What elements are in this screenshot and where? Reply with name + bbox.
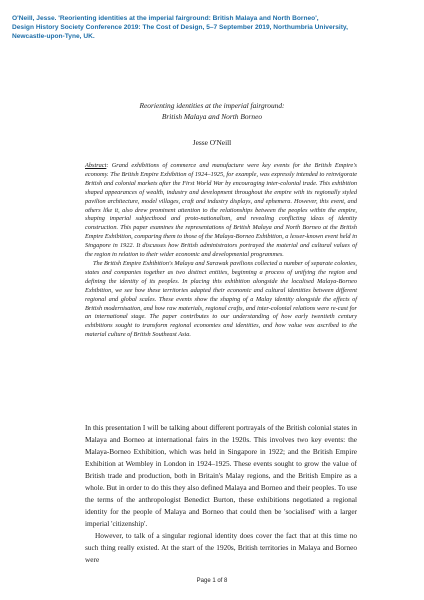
body-paragraph: However, to talk of a singular regional identity does cover the fact that at this time no such thing really existed. At the start of the 1920s, British territories in Malaya and Borneo were xyxy=(85,531,357,564)
abstract-section xyxy=(85,162,357,340)
abstract-paragraph: Abstract: Grand exhibitions of commerce and manufacture were key events for the British Empire's economy. The British Empire Exhibition of 1924–1925, for example, was expressly intended to reinvigorate British and colonial markets after the First World War by encouraging inter-colonial trade. This exhibition shaped appearances of wealth, industry and development throughout the empire with its regionally styled pavilion architecture, model villages, craft and industry displays, and ephemera. However, this event, and others like it, also drew prominent attention to the relationships between the peoples within the empire, shaping imperial subjecthood and proto-nationalism, and revealing conflicting ideas of identity construction. This paper examines the representations of British Malaya and North Borneo at the British Empire Exhibition, comparing them to those of the Malaya-Borneo Exhibition, a lesser-known event held in Singapore in 1922. It discusses how British administrators portrayed the material and cultural values of the region in relation to their wider economic and developmental programmes. xyxy=(85,162,357,259)
body-section xyxy=(85,422,357,566)
paper-title xyxy=(0,101,424,122)
abstract-text: Grand exhibitions of commerce and manufacture were key events for the British Empire's economy. The British Empire Exhibition of 1924–1925, for example, was expressly intended to reinvigorate British and colonial markets after the First World War by encouraging inter-colonial trade. This exhibition shaped appearances of wealth, industry and development throughout the empire with its regionally styled pavilion architecture, model villages, craft and industry displays, and ephemera. However, this event, and others like it, also drew prominent attention to the relationships between the peoples within the empire, shaping imperial subjecthood and proto-nationalism, and revealing conflicting ideas of identity construction. This paper examines the representations of British Malaya and North Borneo at the British Empire Exhibition, comparing them to those of the Malaya-Borneo Exhibition, a lesser-known event held in Singapore in 1922. It discusses how British administrators portrayed the material and cultural values of the region in relation to their wider economic and developmental programmes. xyxy=(85,162,357,259)
citation-line: Newcastle-upon-Tyne, UK. xyxy=(12,33,95,41)
body-paragraph: In this presentation I will be talking about different portrayals of the British colonial states in Malaya and Borneo at international fairs in the 1920s. This involves two key events: the Malaya-Borneo Exhibition, which was held in Singapore in 1922; and the British Empire Exhibition at Wembley in London in 1924–1925. These events sought to grow the value of British trade and production, both in Britain's Malay regions, and the British Empire as a whole. But in order to do this they also defined Malaya and Borneo and their peoples. To use the terms of the anthropologist Benedict Burton, these exhibitions negotiated a regional identity for the people of Malaya and Borneo that could then be 'socialised' with a larger imperial 'citizenship'. xyxy=(85,423,357,528)
citation-line: O'Neill, Jesse. 'Reorienting identities at the imperial fairground: British Malaya and North Borneo', xyxy=(12,15,319,22)
citation-header xyxy=(12,14,412,42)
title-line: British Malaya and North Borneo xyxy=(161,111,263,121)
abstract-paragraph: The British Empire Exhibition's Malaya and Sarawak pavilions collected a number of separate colonies, states and companies together as two distinct entities, beginning a process of unifying the region and defining the identity of its peoples. In placing this exhibition alongside the localised Malaya-Borneo Exhibition, we see how these territories adapted their economic and cultural identities between different regional and global scales. These events show the shaping of a Malay identity alongside the effects of British modernisation, and how raw materials, regional crafts, and inter-colonial relations were re-cast for an international stage. The paper contributes to our understanding of how early twentieth century exhibitions sought to transform regional economies and identities, and how value was ascribed to the material culture of British Southeast Asia. xyxy=(85,259,357,339)
author-name: Jesse O'Neill xyxy=(192,138,232,147)
page-number: Page 1 of 8 xyxy=(196,578,228,584)
abstract-label: Abstract xyxy=(85,162,107,169)
title-line: Reorienting identities at the imperial fairground: xyxy=(139,101,285,110)
citation-line: Design History Society Conference 2019: The Cost of Design, 5–7 September 2019, Northumbria University, xyxy=(12,24,348,32)
